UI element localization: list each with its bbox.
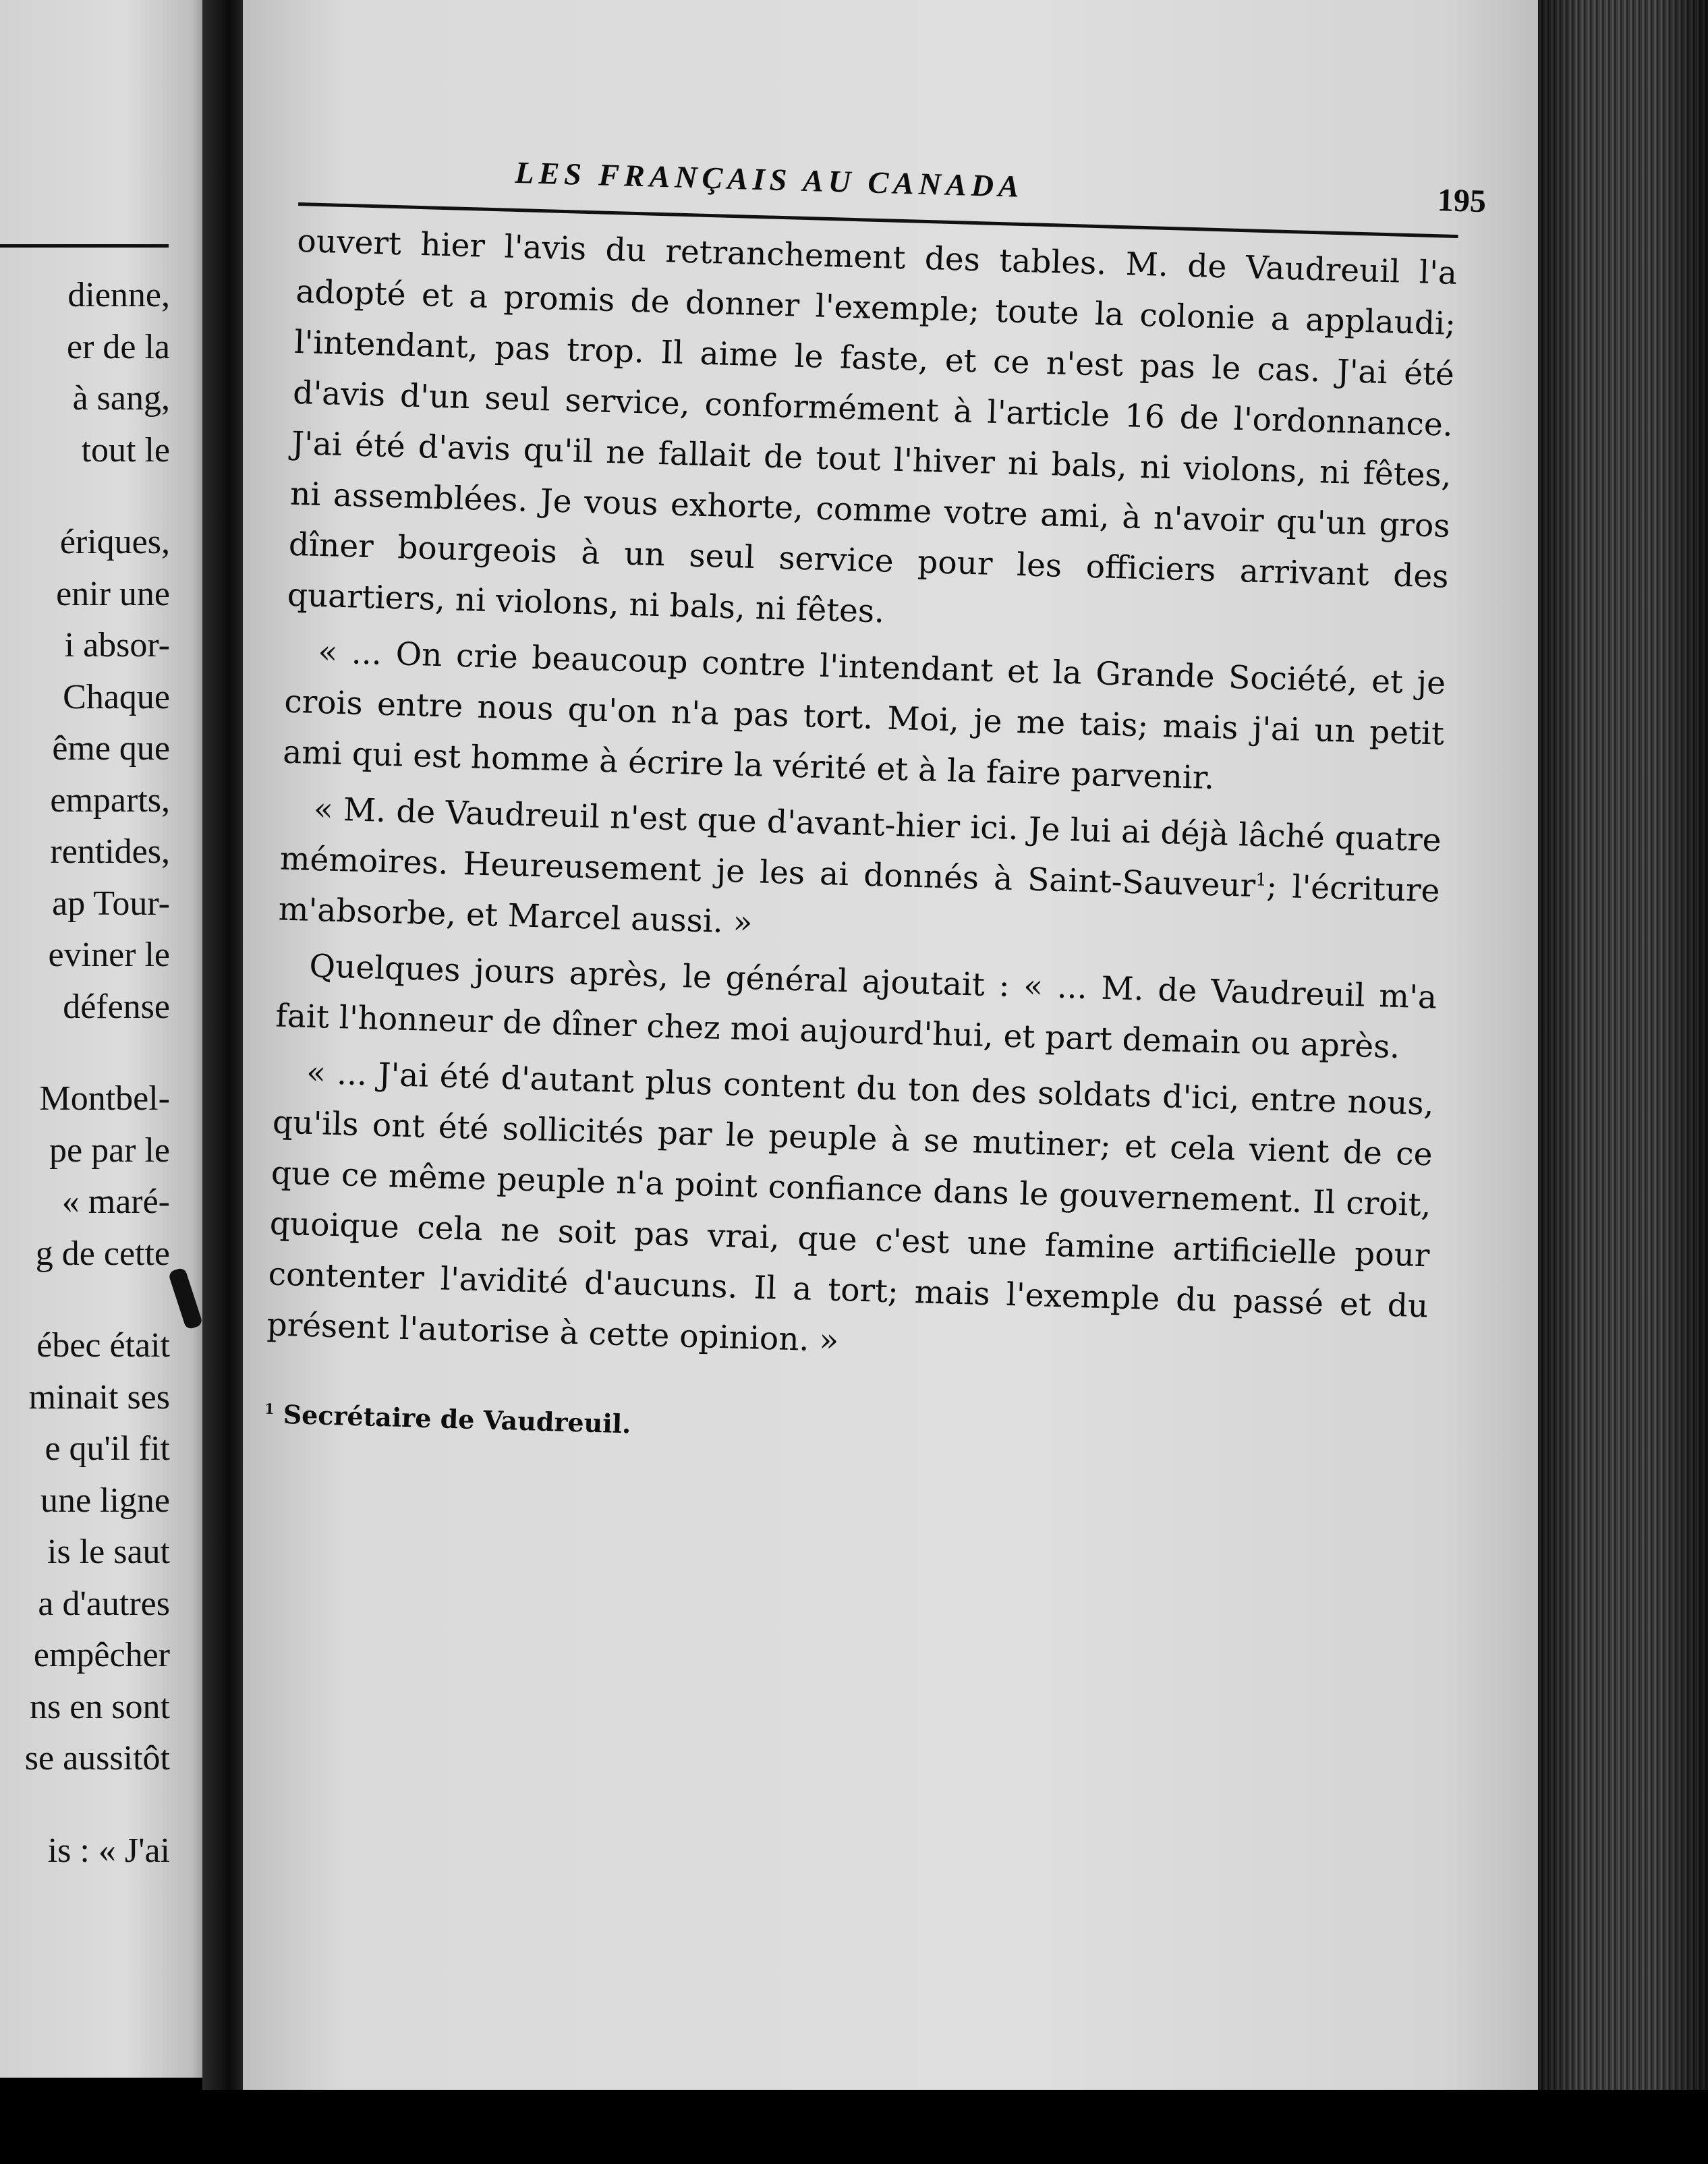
left-page-line: eviner le (48, 936, 170, 974)
page-number: 195 (1437, 182, 1487, 220)
left-page-gap (0, 476, 170, 517)
footnote-reference: 1 (1255, 870, 1268, 890)
left-page-line: se aussitôt (24, 1739, 170, 1777)
left-page-line: ns en sont (30, 1687, 170, 1726)
left-page-rule (0, 244, 169, 248)
paragraph-3-part-2: ; l'écriture m'absorbe, et Marcel aussi. » (278, 867, 1441, 942)
left-page-line: ap Tour- (52, 884, 170, 923)
left-page-line: g de cette (35, 1234, 170, 1273)
left-page-line: ébec était (36, 1326, 170, 1365)
left-page-line: tout le (81, 430, 170, 469)
left-page-lines (0, 270, 170, 1877)
footnote-text: Secrétaire de Vaudreuil. (283, 1399, 631, 1440)
left-page-line: er de la (66, 327, 170, 366)
paragraph-3-part-1: « M. de Vaudreuil n'est que d'avant-hier ici. Je lui ai déjà lâché quatre mémoires. Heureusement je les ai donnés à Saint-Sauveur (279, 790, 1442, 905)
left-page-line: pe par le (49, 1131, 170, 1170)
left-page-line: ériques, (59, 523, 170, 561)
bottom-shadow (0, 2090, 1708, 2164)
left-page-line: une ligne (40, 1481, 170, 1520)
page-edges-shade (1538, 0, 1708, 2164)
left-page-line: empêcher (33, 1636, 170, 1674)
running-title: LES FRANÇAIS AU CANADA (514, 154, 1025, 204)
left-page-line: is le saut (47, 1533, 170, 1571)
left-page-line: a d'autres (38, 1584, 170, 1623)
left-page-line: à sang, (72, 379, 170, 418)
left-page-line: i absor- (64, 626, 170, 664)
footnote (264, 1397, 1425, 1463)
left-page-line: défense (63, 987, 170, 1026)
left-page-line: emparts, (50, 780, 170, 820)
left-page-fragment (0, 0, 209, 2078)
footnote-marker: 1 (264, 1400, 275, 1418)
page-text-block (264, 135, 1487, 1463)
left-page-line: Montbel- (39, 1079, 170, 1118)
left-page-line: ême que (52, 729, 170, 768)
left-page-line: e qu'il fit (45, 1429, 170, 1468)
left-page-line: minait ses (28, 1377, 170, 1417)
left-page-gap (0, 1785, 170, 1825)
left-page-gap (0, 1280, 170, 1320)
left-page-line: is : « J'ai (47, 1831, 170, 1870)
left-page-line: enir une (56, 574, 170, 613)
left-page-line: « maré- (61, 1183, 170, 1221)
paragraph-4: Quelques jours après, le général ajoutait : « ... M. de Vaudreuil m'a fait l'honneur de dîner chez moi aujourd'hui, et part demain ou après. (275, 947, 1437, 1066)
body-text (264, 216, 1458, 1463)
left-page-line: dienne, (67, 276, 170, 314)
left-page-line: Chaque (63, 677, 170, 716)
left-page-gap (0, 1033, 170, 1073)
paragraph-1: ouvert hier l'avis du retranchement des tables. M. de Vaudreuil l'a adopté et a promis de donner l'exemple; toute la colonie a applaudi; l'intendant, pas trop. Il aime le faste, et ce n'est pas le cas. J'ai été d'avis d'un seul service, conformément à l'article 16 de l'ordonnance. J'ai été d'avis qu'il ne fallait de tout l'hiver ni bals, ni violons, ni fêtes, ni assemblées. Je vous exhorte, comme votre ami, à n'avoir qu'un gros dîner bourgeois à un seul service pour les officiers arrivant des quartiers, ni violons, ni bals, ni fêtes. (287, 222, 1458, 631)
paragraph-5: « ... J'ai été d'autant plus content du ton des soldats d'ici, entre nous, qu'ils ont été sollicités par le peuple à se mutiner; et cela vient de ce que ce même peuple n'a point confiance dans le gouvernement. Il croit, quoique cela ne soit pas vrai, que c'est une famine artificielle pour contenter l'avidité d'aucuns. Il a tort; mais l'exemple du passé et du présent l'autorise à cette opinion. » (266, 1054, 1435, 1359)
paragraph-3 (278, 783, 1442, 967)
book-page (243, 0, 1548, 2164)
paragraph-2: « ... On crie beaucoup contre l'intendant et la Grande Société, et je crois entre nous qu'on n'a pas tort. Moi, je me tais; mais j'ai un petit ami qui est homme à écrire la vérité et à la faire parvenir. (282, 633, 1446, 797)
left-page-line: rentides, (50, 832, 170, 871)
